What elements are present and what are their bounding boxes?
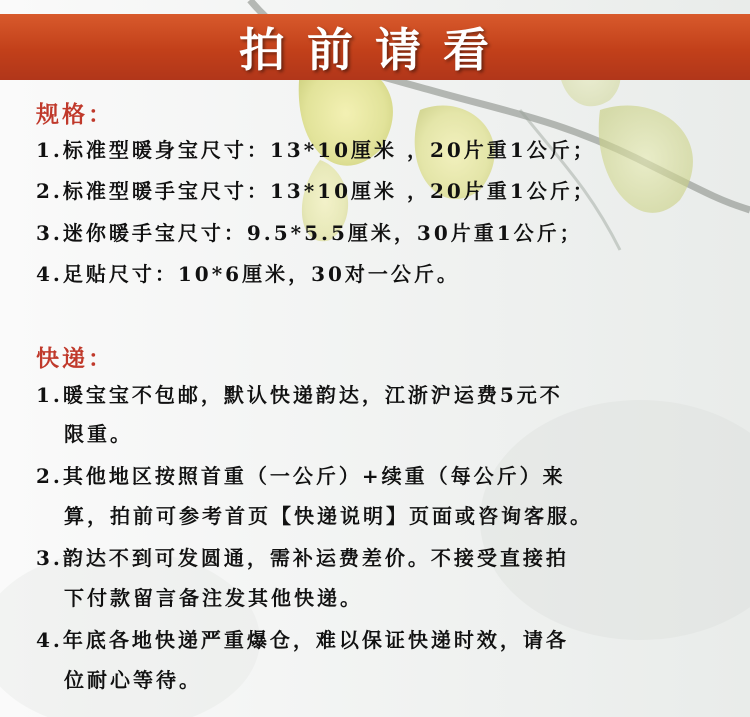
shipping-line: 2.其他地区按照首重（一公斤）+续重（每公斤）来 xyxy=(36,464,566,488)
shipping-line: 3.韵达不到可发圆通，需补运费差价。不接受直接拍 xyxy=(36,546,569,570)
spec-line: 1.标准型暖身宝尺寸：13*10厘米 ，20片重1公斤； xyxy=(36,138,596,162)
spec-line: 2.标准型暖手宝尺寸：13*10厘米 ，20片重1公斤； xyxy=(36,179,596,203)
spec-line: 4.足贴尺寸：10*6厘米，30对一公斤。 xyxy=(36,262,460,286)
shipping-line: 限重。 xyxy=(64,422,133,446)
banner-title: 拍前请看 xyxy=(239,23,511,77)
shipping-heading: 快递： xyxy=(36,345,114,372)
shipping-line: 1.暖宝宝不包邮，默认快递韵达，江浙沪运费5元不 xyxy=(36,383,563,407)
shipping-line: 下付款留言备注发其他快递。 xyxy=(64,586,363,610)
shipping-line: 算，拍前可参考首页【快递说明】页面或咨询客服。 xyxy=(64,504,593,528)
shipping-line: 位耐心等待。 xyxy=(64,668,202,692)
shipping-line: 4.年底各地快递严重爆仓，难以保证快递时效，请各 xyxy=(36,628,569,652)
spec-heading: 规格： xyxy=(36,101,114,128)
spec-line: 3.迷你暖手宝尺寸：9.5*5.5厘米，30片重1公斤； xyxy=(36,221,583,245)
